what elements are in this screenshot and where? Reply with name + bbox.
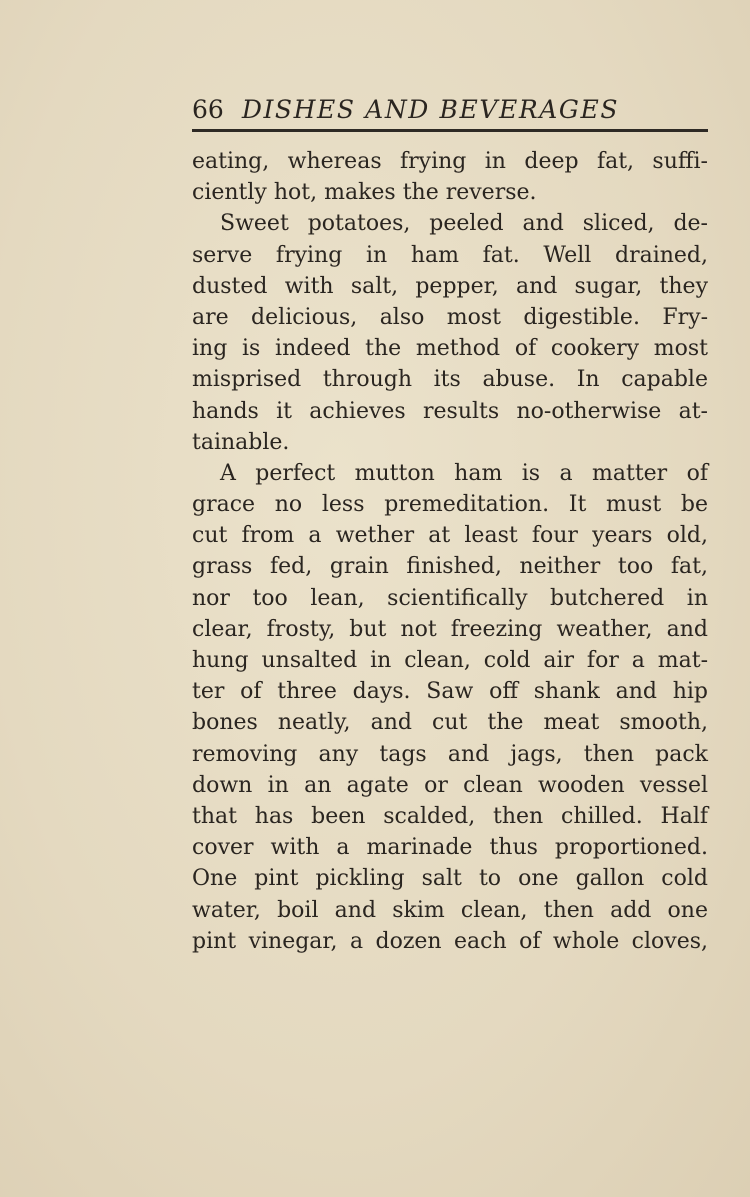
text-line: removing any tags and jags, then pack [192,741,708,767]
text-line: grace no less premeditation. It must be [192,492,708,518]
text-line: pint vinegar, a dozen each of whole cloves, [192,928,708,954]
text-line: bones neatly, and cut the meat smooth, [192,710,708,736]
text-line: water, boil and skim clean, then add one [192,897,708,923]
text-line: tainable. [192,429,290,455]
text-line: clear, frosty, but not freezing weather, and [192,616,708,642]
text-line: cover with a marinade thus proportioned. [192,835,708,861]
body-text [192,146,708,957]
text-line: ciently hot, makes the reverse. [192,180,537,206]
text-line: hung unsalted in clean, cold air for a mat- [192,648,708,673]
text-line: down in an agate or clean wooden vessel [192,772,708,798]
text-line: ing is indeed the method of cookery most [192,336,708,362]
text-line: Sweet potatoes, peeled and sliced, de- [220,211,708,237]
text-line: cut from a wether at least four years old, [192,523,708,549]
page-header [192,92,708,128]
header-rule [192,129,708,132]
text-line: eating, whereas frying in deep fat, suffi- [192,149,708,174]
text-line: nor too lean, scientifically butchered in [192,585,708,611]
text-line: serve frying in ham fat. Well drained, [192,242,708,268]
text-line: ter of three days. Saw off shank and hip [192,679,708,705]
text-line: misprised through its abuse. In capable [192,367,708,393]
running-title: DISHES AND BEVERAGES [241,95,620,124]
text-line: One pint pickling salt to one gallon cold [192,866,708,892]
text-line: dusted with salt, pepper, and sugar, they [192,273,708,299]
page-number: 66 [192,95,224,124]
text-line: hands it achieves results no-otherwise at- [192,398,708,424]
text-line: grass fed, grain finished, neither too fat, [192,554,708,580]
text-line: A perfect mutton ham is a matter of [220,460,708,486]
text-line: are delicious, also most digestible. Fry- [192,304,708,330]
text-line: that has been scalded, then chilled. Half [192,803,708,829]
